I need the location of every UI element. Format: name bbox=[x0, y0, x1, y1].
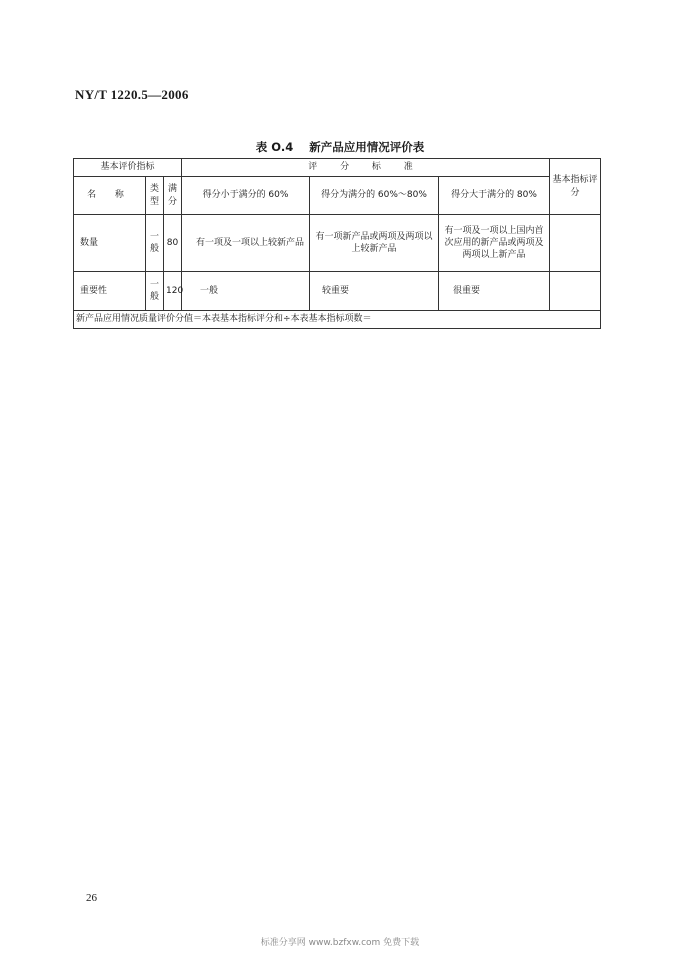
table-row bbox=[74, 272, 601, 311]
evaluation-table bbox=[73, 158, 601, 329]
row-type: 一般 bbox=[146, 215, 164, 272]
row-criterion-low: 有一项及一项以上较新产品 bbox=[182, 215, 310, 272]
row-name: 重要性 bbox=[74, 272, 146, 311]
table-title bbox=[0, 139, 680, 155]
row-basic-score bbox=[550, 215, 601, 272]
standard-number: NY/T 1220.5—2006 bbox=[75, 87, 189, 102]
row-full-score: 80 bbox=[164, 215, 182, 272]
watermark-text: 标准分享网 www.bzfxw.com 免费下载 bbox=[260, 938, 420, 948]
header-full-score: 满分 bbox=[164, 177, 182, 215]
row-criterion-mid: 较重要 bbox=[310, 272, 439, 311]
table-row bbox=[74, 215, 601, 272]
table-title-text: 新产品应用情况评价表 bbox=[309, 140, 425, 154]
header-basic-indicator: 基本评价指标 bbox=[74, 159, 182, 177]
header-criterion-mid: 得分为满分的 60%～80% bbox=[310, 177, 439, 215]
table-footer-formula: 新产品应用情况质量评价分值＝本表基本指标评分和÷本表基本指标项数＝ bbox=[74, 311, 601, 329]
row-criterion-low: 一般 bbox=[182, 272, 310, 311]
page-number: 26 bbox=[86, 892, 97, 904]
header-criterion-low: 得分小于满分的 60% bbox=[182, 177, 310, 215]
row-name: 数量 bbox=[74, 215, 146, 272]
header-type: 类型 bbox=[146, 177, 164, 215]
row-type: 一般 bbox=[146, 272, 164, 311]
table-number: 表 O.4 bbox=[255, 140, 294, 154]
row-basic-score bbox=[550, 272, 601, 311]
header-criteria: 评 分 标 准 bbox=[182, 159, 550, 177]
row-criterion-high: 很重要 bbox=[439, 272, 550, 311]
row-full-score: 120 bbox=[164, 272, 182, 311]
header-name: 名 称 bbox=[74, 177, 146, 215]
row-criterion-mid: 有一项新产品或两项及两项以上较新产品 bbox=[310, 215, 439, 272]
row-criterion-high: 有一项及一项以上国内首次应用的新产品或两项及两项以上新产品 bbox=[439, 215, 550, 272]
header-criterion-high: 得分大于满分的 80% bbox=[439, 177, 550, 215]
header-basic-score: 基本指标评分 bbox=[550, 159, 601, 215]
